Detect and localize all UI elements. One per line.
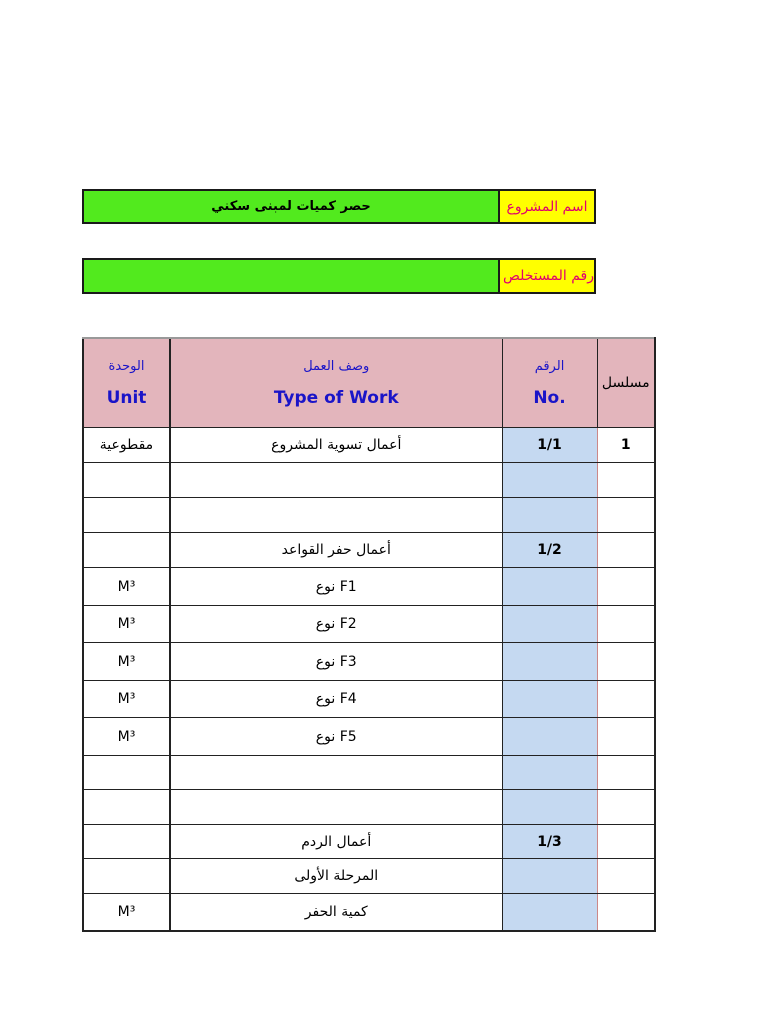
cell-unit[interactable]: M³ [83,681,170,718]
table-row [83,681,655,718]
cell-unit[interactable]: M³ [83,568,170,606]
cell-serial[interactable] [597,825,655,859]
header-serial: مسلسل [597,338,655,428]
cell-number[interactable] [502,498,597,533]
table-row [83,498,655,533]
table-row [83,606,655,643]
header-work [170,338,502,428]
cell-unit[interactable]: M³ [83,894,170,931]
cell-serial[interactable] [597,859,655,894]
cell-number[interactable] [502,790,597,825]
cell-serial[interactable]: 1 [597,428,655,463]
cell-number[interactable] [502,681,597,718]
cell-serial[interactable] [597,498,655,533]
cell-description[interactable] [170,498,502,533]
cell-description[interactable]: المرحلة الأولى [170,859,502,894]
cell-number[interactable]: 1/1 [502,428,597,463]
cell-number[interactable] [502,606,597,643]
header-work-ar: وصف العمل [303,358,370,374]
cell-serial[interactable] [597,790,655,825]
cell-unit[interactable] [83,533,170,568]
cell-unit[interactable] [83,756,170,790]
cell-number[interactable] [502,643,597,681]
cell-unit[interactable] [83,790,170,825]
cell-description[interactable]: F4 نوع [170,681,502,718]
cell-serial[interactable] [597,681,655,718]
cell-unit[interactable]: M³ [83,718,170,756]
cell-description[interactable]: F3 نوع [170,643,502,681]
extract-number-label: رقم المستخلص [498,260,594,292]
extract-number-bar [82,258,596,294]
project-name-bar [82,189,596,224]
cell-unit[interactable] [83,463,170,498]
cell-serial[interactable] [597,606,655,643]
cell-serial[interactable] [597,718,655,756]
table-row [83,790,655,825]
table-row [83,825,655,859]
cell-description[interactable]: أعمال الردم [170,825,502,859]
cell-unit[interactable] [83,498,170,533]
cell-number[interactable] [502,756,597,790]
cell-description[interactable]: أعمال حفر القواعد [170,533,502,568]
header-no-ar: الرقم [534,358,565,374]
cell-description[interactable]: F5 نوع [170,718,502,756]
cell-number[interactable] [502,894,597,931]
table-row [83,463,655,498]
table-row [83,756,655,790]
table-row [83,718,655,756]
cell-serial[interactable] [597,568,655,606]
cell-number[interactable] [502,859,597,894]
table-row [83,643,655,681]
cell-description[interactable]: أعمال تسوية المشروع [170,428,502,463]
cell-unit[interactable]: M³ [83,643,170,681]
cell-serial[interactable] [597,643,655,681]
header-unit-ar: الوحدة [108,358,145,374]
cell-serial[interactable] [597,463,655,498]
table-row [83,428,655,463]
cell-serial[interactable] [597,756,655,790]
cell-serial[interactable] [597,533,655,568]
cell-description[interactable]: F2 نوع [170,606,502,643]
cell-description[interactable] [170,756,502,790]
cell-unit[interactable]: مقطوعية [83,428,170,463]
cell-unit[interactable] [83,825,170,859]
table-header-row [83,338,655,428]
table-row [83,533,655,568]
cell-unit[interactable]: M³ [83,606,170,643]
header-work-en: Type of Work [273,387,399,408]
table-row [83,568,655,606]
cell-description[interactable]: كمية الحفر [170,894,502,931]
cell-number[interactable] [502,568,597,606]
project-name-value[interactable]: حصر كميات لمبنى سكني [84,191,498,222]
cell-serial[interactable] [597,894,655,931]
cell-number[interactable] [502,718,597,756]
cell-description[interactable] [170,790,502,825]
project-name-label: اسم المشروع [498,191,594,222]
extract-number-value[interactable] [84,260,498,292]
table-row [83,859,655,894]
cell-number[interactable]: 1/3 [502,825,597,859]
cell-number[interactable] [502,463,597,498]
cell-description[interactable] [170,463,502,498]
header-no [502,338,597,428]
table-row [83,894,655,931]
header-unit-en: Unit [106,387,147,408]
header-unit [83,338,170,428]
cell-number[interactable]: 1/2 [502,533,597,568]
cell-unit[interactable] [83,859,170,894]
boq-table [82,337,656,932]
header-no-en: No. [533,387,566,408]
cell-description[interactable]: F1 نوع [170,568,502,606]
